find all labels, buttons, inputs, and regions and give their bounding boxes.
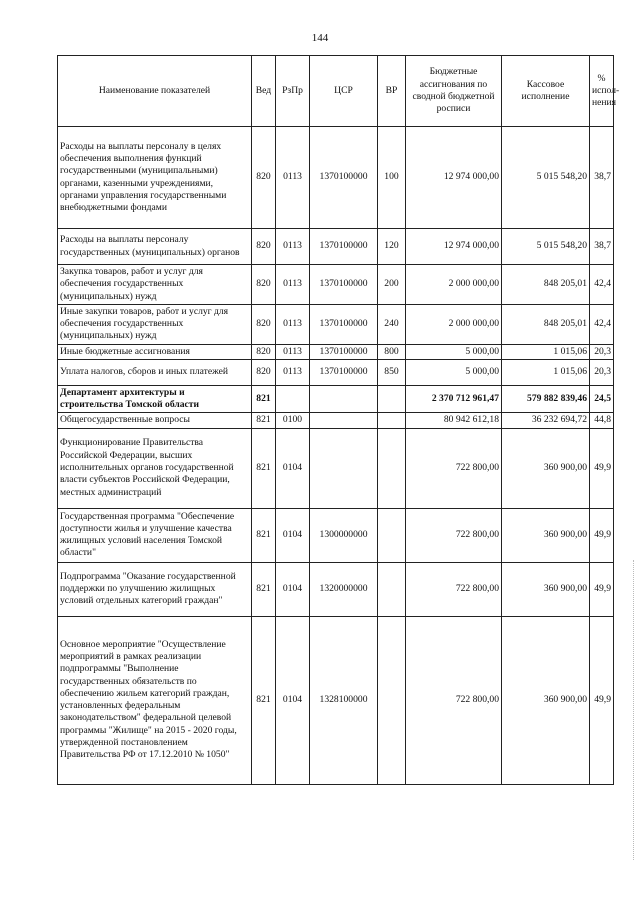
cell-vr [378,385,406,413]
cell-percent: 49,9 [590,616,614,784]
cell-cash: 1 015,06 [502,359,590,385]
cell-cash: 1 015,06 [502,344,590,359]
cell-cash: 360 900,00 [502,428,590,508]
cell-name: Иные бюджетные ассигнования [58,344,252,359]
cell-vr: 100 [378,127,406,229]
cell-ved: 821 [252,508,276,562]
cell-cash: 360 900,00 [502,562,590,616]
cell-budget: 12 974 000,00 [406,127,502,229]
cell-vr: 850 [378,359,406,385]
cell-cash: 5 015 548,20 [502,229,590,265]
cell-budget: 80 942 612,18 [406,413,502,428]
header-percent: % испол-нения [590,56,614,127]
cell-rzpr: 0104 [276,508,310,562]
cell-rzpr: 0113 [276,304,310,344]
cell-cash: 360 900,00 [502,508,590,562]
cell-budget: 722 800,00 [406,428,502,508]
table-row [58,562,614,616]
cell-ved: 821 [252,428,276,508]
cell-ved: 820 [252,359,276,385]
header-vr: ВР [378,56,406,127]
cell-rzpr: 0104 [276,616,310,784]
cell-rzpr: 0104 [276,562,310,616]
cell-rzpr: 0113 [276,344,310,359]
cell-csr [310,413,378,428]
cell-cash: 848 205,01 [502,304,590,344]
cell-budget: 2 370 712 961,47 [406,385,502,413]
cell-vr [378,508,406,562]
cell-name: Департамент архитектуры и строительства Томской области [58,385,252,413]
cell-rzpr [276,385,310,413]
cell-name: Иные закупки товаров, работ и услуг для обеспечения государственных (муниципальных) нужд [58,304,252,344]
cell-csr: 1370100000 [310,127,378,229]
table-row [58,508,614,562]
cell-ved: 821 [252,562,276,616]
header-rzpr: РзПр [276,56,310,127]
cell-ved: 820 [252,229,276,265]
cell-cash: 579 882 839,46 [502,385,590,413]
cell-name: Закупка товаров, работ и услуг для обеспечения государственных (муниципальных) нужд [58,265,252,305]
cell-vr [378,616,406,784]
cell-budget: 2 000 000,00 [406,265,502,305]
cell-budget: 722 800,00 [406,562,502,616]
cell-ved: 821 [252,616,276,784]
cell-percent: 20,3 [590,359,614,385]
header-name: Наименование показателей [58,56,252,127]
header-cash: Кассовое исполнение [502,56,590,127]
table-row [58,616,614,784]
header-ved: Вед [252,56,276,127]
cell-budget: 2 000 000,00 [406,304,502,344]
cell-ved: 820 [252,265,276,305]
table-row [58,127,614,229]
cell-vr [378,562,406,616]
table-row [58,428,614,508]
cell-ved: 820 [252,304,276,344]
cell-percent: 24,5 [590,385,614,413]
cell-csr [310,428,378,508]
cell-name: Расходы на выплаты персоналу в целях обеспечения выполнения функций государственными (муниципальными) органами, казенными учреждениями, органами управления государственными внебюджетными фондами [58,127,252,229]
cell-name: Уплата налогов, сборов и иных платежей [58,359,252,385]
cell-budget: 5 000,00 [406,359,502,385]
cell-vr: 120 [378,229,406,265]
cell-csr: 1320000000 [310,562,378,616]
cell-budget: 12 974 000,00 [406,229,502,265]
cell-budget: 5 000,00 [406,344,502,359]
header-csr: ЦСР [310,56,378,127]
cell-ved: 820 [252,344,276,359]
cell-csr: 1328100000 [310,616,378,784]
cell-cash: 5 015 548,20 [502,127,590,229]
cell-budget: 722 800,00 [406,616,502,784]
cell-rzpr: 0113 [276,127,310,229]
cell-cash: 848 205,01 [502,265,590,305]
cell-rzpr: 0113 [276,265,310,305]
cell-percent: 38,7 [590,229,614,265]
cell-name: Государственная программа "Обеспечение доступности жилья и улучшение качества жилищных условий населения Томской области" [58,508,252,562]
cell-rzpr: 0100 [276,413,310,428]
cell-vr [378,428,406,508]
cell-percent: 49,9 [590,562,614,616]
cell-percent: 42,4 [590,265,614,305]
cell-percent: 49,9 [590,508,614,562]
table-row [58,359,614,385]
table-row [58,385,614,413]
cell-percent: 42,4 [590,304,614,344]
cell-percent: 44,8 [590,413,614,428]
cell-name: Функционирование Правительства Российской Федерации, высших исполнительных органов государственной власти субъектов Российской Федерации, местных администраций [58,428,252,508]
cell-csr: 1370100000 [310,265,378,305]
cell-budget: 722 800,00 [406,508,502,562]
cell-rzpr: 0113 [276,359,310,385]
table-header-row [58,56,614,127]
table-row [58,265,614,305]
cell-cash: 360 900,00 [502,616,590,784]
cell-percent: 49,9 [590,428,614,508]
cell-name: Общегосударственные вопросы [58,413,252,428]
cell-vr: 200 [378,265,406,305]
cell-ved: 821 [252,413,276,428]
cell-rzpr: 0104 [276,428,310,508]
cell-csr [310,385,378,413]
cell-csr: 1370100000 [310,344,378,359]
cell-name: Подпрограмма "Оказание государственной поддержки по улучшению жилищных условий отдельных категорий граждан" [58,562,252,616]
table-row [58,304,614,344]
table-row [58,229,614,265]
page-number: 144 [311,32,329,44]
cell-csr: 1370100000 [310,359,378,385]
cell-csr: 1370100000 [310,304,378,344]
cell-csr: 1300000000 [310,508,378,562]
cell-percent: 20,3 [590,344,614,359]
table-row [58,344,614,359]
cell-vr: 800 [378,344,406,359]
cell-vr: 240 [378,304,406,344]
cell-name: Расходы на выплаты персоналу государственных (муниципальных) органов [58,229,252,265]
cell-csr: 1370100000 [310,229,378,265]
header-budget: Бюджетные ассигнования по сводной бюджетной росписи [406,56,502,127]
cell-ved: 821 [252,385,276,413]
table-row [58,413,614,428]
cell-vr [378,413,406,428]
cell-percent: 38,7 [590,127,614,229]
budget-table [57,55,620,785]
scan-edge-mark [633,560,636,860]
cell-name: Основное мероприятие "Осуществление мероприятий в рамках реализации подпрограммы "Выполнение государственных обязательств по обеспечению жильем категорий граждан, установленных федеральным законодательством" федеральной целевой программы "Жилище" на 2015 - 2020 годы, утвержденной постановлением Правительства РФ от 17.12.2010 № 1050" [58,616,252,784]
cell-cash: 36 232 694,72 [502,413,590,428]
cell-ved: 820 [252,127,276,229]
cell-rzpr: 0113 [276,229,310,265]
